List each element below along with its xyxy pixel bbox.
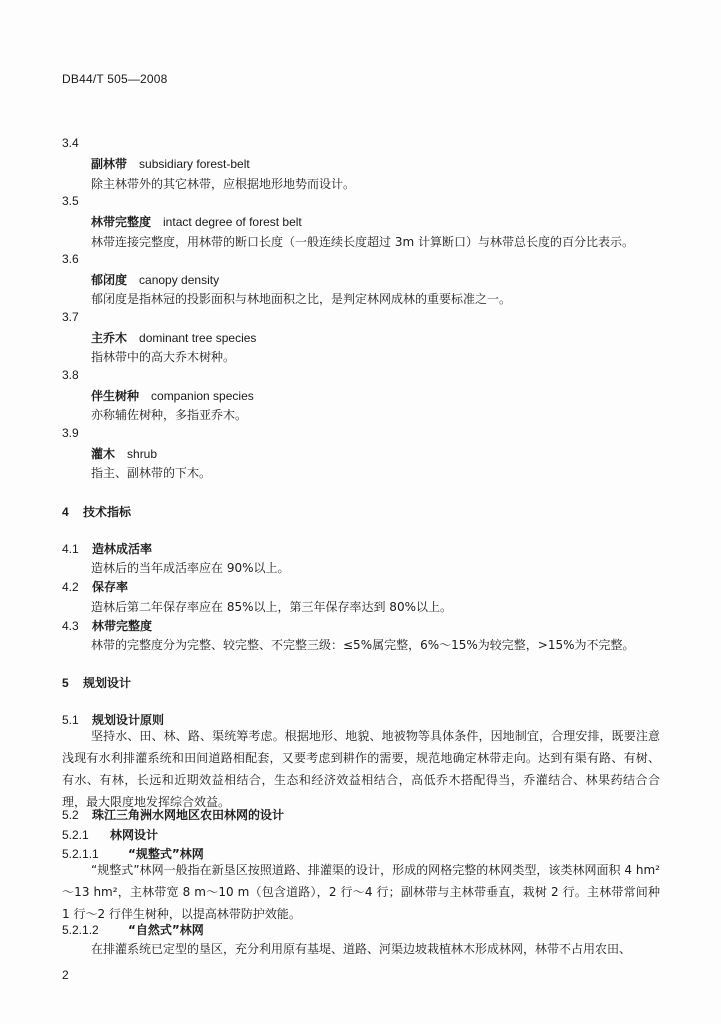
term-number: 3.7 — [62, 310, 79, 324]
subsection-heading — [62, 921, 204, 938]
subsection-number: 5.2.1.1 — [62, 847, 99, 861]
subsection-number: 5.2 — [62, 808, 79, 822]
page-number: 2 — [62, 968, 69, 982]
term-definition: 指林带中的高大乔木树种。 — [91, 350, 236, 364]
subsection-text: 林带的完整度分为完整、较完整、不完整三级：≤5%属完整，6%～15%为较完整，>15%为不完整。 — [91, 638, 635, 652]
term-heading — [91, 271, 219, 288]
term-en: canopy density — [139, 273, 220, 287]
paragraph: “规整式”林网一般指在新垦区按照道路、排灌渠的设计，形成的网格完整的林网类型，该类林网面积 4 hm²～13 hm²，主林带宽 8 m～10 m（包含道路），2 行～4 行；副林带与主林带垂直，栽树 2 行。主林带常间种 1 行～2 行伴生树种，以提高林带防护效能。 — [62, 863, 660, 921]
section-title: 技术指标 — [83, 505, 132, 519]
subsection-number: 4.2 — [62, 580, 79, 594]
subsection-title: “规整式”林网 — [128, 847, 204, 861]
term-heading — [91, 445, 157, 462]
term-definition: 指主、副林带的下木。 — [91, 466, 212, 480]
term-definition: 除主林带外的其它林带，应根据地形地势而设计。 — [91, 177, 356, 191]
document-code: DB44/T 505—2008 — [62, 72, 168, 86]
term-en: subsidiary forest-belt — [139, 157, 250, 171]
subsection-title: 保存率 — [92, 580, 129, 594]
subsection-title: 林带完整度 — [92, 619, 153, 633]
term-heading — [91, 387, 254, 404]
term-en: shrub — [127, 447, 158, 461]
term-en: intact degree of forest belt — [163, 215, 302, 229]
term-zh: 伴生树种 — [91, 389, 140, 403]
section-number: 5 — [62, 676, 69, 690]
subsection-title: “自然式”林网 — [128, 923, 204, 937]
term-definition: 亦称辅佐树种，多指亚乔木。 — [91, 408, 248, 422]
subsection-text: 造林后第二年保存率应在 85%以上，第三年保存率达到 80%以上。 — [91, 600, 452, 614]
term-zh: 副林带 — [91, 157, 128, 171]
term-number: 3.4 — [62, 136, 79, 150]
paragraph: 坚持水、田、林、路、渠统筹考虑。根据地形、地貌、地被物等具体条件，因地制宜，合理安排，既要注意浅现有水利排灌系统和田间道路相配套，又要考虑到耕作的需要，规范地确定林带走向。达到有渠有路、有树、有水、有林，长远和近期效益相结合，生态和经济效益相结合，高低乔木搭配得当，乔灌结合、林果药结合合理，最大限度地发挥综合效益。 — [62, 729, 660, 809]
subsection-number: 5.2.1 — [62, 828, 89, 842]
subsection-number: 4.1 — [62, 542, 79, 556]
section-heading — [62, 674, 131, 691]
term-zh: 主乔木 — [91, 331, 128, 345]
term-zh: 郁闭度 — [91, 273, 128, 287]
subsection-number: 4.3 — [62, 619, 79, 633]
term-definition: 林带连接完整度，用林带的断口长度（一般连续长度超过 3m 计算断口）与林带总长度的百分比表示。 — [91, 235, 634, 249]
term-number: 3.6 — [62, 252, 79, 266]
section-title: 规划设计 — [83, 676, 132, 690]
term-heading — [91, 213, 302, 230]
term-number: 3.9 — [62, 426, 79, 440]
term-en: companion species — [151, 389, 254, 403]
term-zh: 灌木 — [91, 447, 116, 461]
subsection-number: 5.2.1.2 — [62, 923, 99, 937]
subsection-number: 5.1 — [62, 713, 79, 727]
term-heading — [91, 329, 256, 346]
term-definition: 郁闭度是指林冠的投影面积与林地面积之比，是判定林网成林的重要标准之一。 — [91, 292, 512, 306]
subsection-heading — [62, 617, 152, 634]
section-number: 4 — [62, 505, 69, 519]
term-en: dominant tree species — [139, 331, 257, 345]
subsection-text: 造林后的当年成活率应在 90%以上。 — [91, 561, 290, 575]
term-zh: 林带完整度 — [91, 215, 152, 229]
term-number: 3.5 — [62, 194, 79, 208]
subsection-title: 林网设计 — [110, 828, 159, 842]
subsection-heading — [62, 540, 152, 557]
subsection-heading — [62, 806, 284, 823]
term-heading — [91, 155, 250, 172]
section-heading — [62, 503, 131, 520]
paragraph: 在排灌系统已定型的垦区，充分利用原有基堤、道路、河渠边坡栽植林木形成林网，林带不占用农田、 — [91, 942, 632, 956]
subsection-heading — [62, 826, 158, 843]
subsection-heading — [62, 578, 128, 595]
subsection-title: 造林成活率 — [92, 542, 153, 556]
term-number: 3.8 — [62, 368, 79, 382]
subsection-title: 珠江三角洲水网地区农田林网的设计 — [92, 808, 285, 822]
subsection-title: 规划设计原则 — [92, 713, 165, 727]
